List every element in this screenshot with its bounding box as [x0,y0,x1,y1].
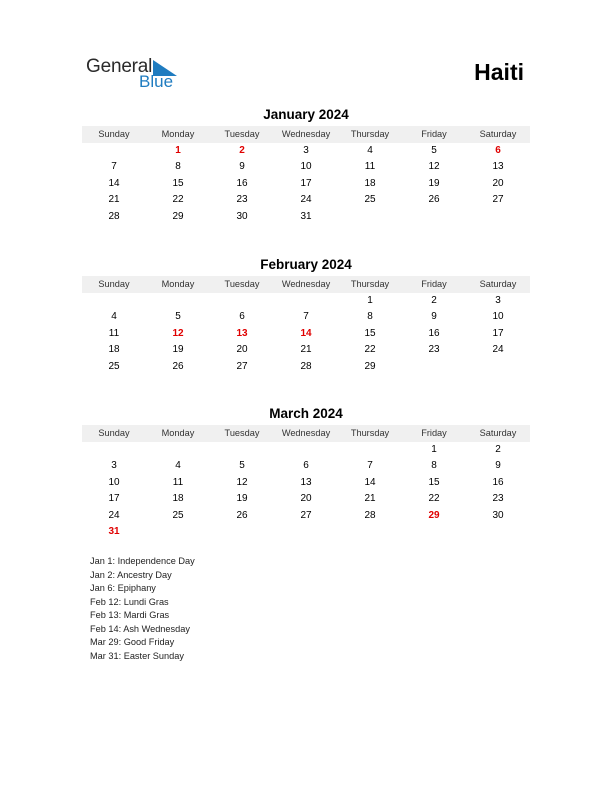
day-cell: 29 [364,360,376,372]
day-cell: 6 [303,460,309,472]
empty-day-cell [146,442,210,458]
day-cell: 11 [364,161,376,173]
empty-day-cell [402,209,466,225]
day-cell: 30 [492,509,504,521]
weekday-header [82,425,530,442]
day-cell: 24 [108,509,120,521]
day-cell: 20 [492,177,504,189]
week-row [82,192,530,208]
empty-day-cell [274,293,338,309]
day-cell: 18 [172,493,184,505]
country-title: Haiti [474,59,524,85]
month-title: February 2024 [260,257,352,272]
day-cell: 21 [108,194,120,206]
day-cell: 9 [495,460,501,472]
day-cell: 1 [367,295,373,306]
month-title: January 2024 [263,107,349,122]
week-row [82,176,530,192]
weekday-header [82,126,530,143]
holiday-entry: Mar 31: Easter Sunday [90,650,184,661]
holiday-entry: Jan 2: Ancestry Day [90,569,172,580]
week-row [82,359,530,375]
day-cell: 18 [108,344,120,356]
day-cell: 26 [428,194,440,206]
holiday-entry: Feb 12: Lundi Gras [90,596,169,607]
day-cell: 12 [236,476,248,488]
empty-day-cell [402,524,466,540]
day-cell: 26 [236,509,248,521]
day-cell: 24 [300,194,312,206]
day-cell: 14 [364,476,376,488]
weekday-label: Tuesday [224,129,260,139]
weekday-label: Monday [161,129,195,139]
day-cell: 4 [111,311,117,323]
holiday-entry: Feb 13: Mardi Gras [90,610,170,620]
empty-day-cell [82,293,146,309]
day-cell: 30 [236,210,248,222]
day-cell: 17 [108,493,120,505]
day-cell: 16 [492,476,504,488]
day-cell: 13 [300,476,312,488]
day-cell: 26 [172,360,184,372]
week-row [82,143,530,159]
day-cell: 17 [300,177,312,189]
month-calendar [82,256,530,375]
holiday-entry: Jan 1: Independence Day [90,556,195,566]
weekday-label: Wednesday [281,428,331,438]
day-cell: 3 [303,145,309,156]
day-cell: 10 [492,311,504,323]
day-cell: 25 [172,509,184,521]
day-cell: 2 [495,444,501,455]
day-cell: 11 [108,327,120,339]
weekday-label: Sunday [98,279,130,289]
weekday-label: Sunday [98,129,130,139]
weekday-label: Wednesday [281,129,331,139]
day-cell: 3 [111,460,117,472]
day-cell: 21 [300,344,312,356]
holiday-day-cell: 2 [239,145,245,156]
day-cell: 22 [172,194,184,206]
day-cell: 10 [108,476,120,488]
week-row [82,309,530,325]
day-cell: 28 [300,360,312,372]
weekday-label: Tuesday [224,428,260,438]
day-cell: 11 [172,476,184,488]
weekday-label: Tuesday [224,279,260,289]
day-cell: 19 [236,493,248,505]
week-row [82,458,530,474]
weekday-label: Monday [161,279,195,289]
day-cell: 9 [431,311,437,323]
day-cell: 20 [300,493,312,505]
holiday-day-cell: 14 [300,327,312,339]
day-cell: 8 [431,460,437,472]
day-cell: 1 [431,444,437,455]
holiday-entry: Feb 14: Ash Wednesday [90,623,190,634]
weekday-header [82,276,530,293]
day-cell: 10 [300,161,312,173]
day-cell: 6 [239,311,245,323]
day-cell: 28 [108,210,120,222]
empty-day-cell [210,524,274,540]
day-cell: 3 [495,295,501,306]
day-cell: 23 [492,493,504,505]
brand-logo [86,56,196,94]
week-row [82,442,530,458]
day-cell: 18 [364,177,376,189]
day-cell: 2 [431,295,437,306]
day-cell: 15 [364,327,376,339]
day-cell: 21 [364,493,376,505]
day-cell: 20 [236,344,248,356]
weekday-label: Saturday [479,428,517,438]
day-cell: 4 [367,145,373,156]
day-cell: 16 [428,327,440,339]
logo-blue-text: Blue [139,72,174,91]
day-cell: 22 [428,493,440,505]
day-cell: 16 [236,177,248,189]
weekday-label: Friday [421,279,447,289]
empty-day-cell [82,143,146,159]
day-cell: 7 [303,311,309,323]
empty-day-cell [402,359,466,375]
week-row [82,524,530,540]
day-cell: 12 [428,161,440,173]
day-cell: 8 [175,161,181,173]
holiday-list [90,555,195,663]
week-row [82,508,530,524]
day-cell: 27 [492,194,504,206]
weekday-label: Friday [421,129,447,139]
day-cell: 15 [172,177,184,189]
week-row [82,475,530,491]
empty-day-cell [338,524,402,540]
holiday-entry: Mar 29: Good Friday [90,637,175,647]
month-title: March 2024 [269,406,343,421]
empty-day-cell [274,524,338,540]
empty-day-cell [146,524,210,540]
day-cell: 23 [236,194,248,206]
week-row [82,293,530,309]
empty-day-cell [338,209,402,225]
holiday-day-cell: 12 [172,327,184,339]
holiday-day-cell: 31 [108,525,120,537]
day-cell: 5 [175,311,181,323]
day-cell: 24 [492,344,504,356]
holiday-day-cell: 13 [236,327,248,339]
weekday-label: Wednesday [281,279,331,289]
week-row [82,209,530,225]
empty-day-cell [466,524,530,540]
week-row [82,326,530,342]
empty-day-cell [466,359,530,375]
empty-day-cell [338,442,402,458]
day-cell: 15 [428,476,440,488]
weekday-label: Saturday [479,129,517,139]
day-cell: 28 [364,509,376,521]
day-cell: 17 [492,327,504,339]
day-cell: 27 [300,509,312,521]
day-cell: 9 [239,161,245,173]
day-cell: 31 [300,210,312,222]
empty-day-cell [274,442,338,458]
holiday-day-cell: 29 [428,509,440,521]
empty-day-cell [82,442,146,458]
day-cell: 27 [236,360,248,372]
month-calendar [82,405,530,540]
month-calendar [82,106,530,225]
day-cell: 13 [492,161,504,173]
day-cell: 22 [364,344,376,356]
week-row [82,342,530,358]
day-cell: 25 [108,360,120,372]
day-cell: 29 [172,210,184,222]
day-cell: 25 [364,194,376,206]
day-cell: 4 [175,460,181,472]
day-cell: 14 [108,177,120,189]
day-cell: 19 [172,344,184,356]
day-cell: 5 [431,145,437,156]
day-cell: 19 [428,177,440,189]
day-cell: 5 [239,460,245,472]
holiday-entry: Jan 6: Epiphany [90,583,156,593]
weekday-label: Saturday [479,279,517,289]
weekday-label: Sunday [98,428,130,438]
holiday-day-cell: 6 [495,145,501,156]
weekday-label: Friday [421,428,447,438]
empty-day-cell [210,442,274,458]
empty-day-cell [210,293,274,309]
day-cell: 7 [367,460,373,472]
logo-general-text: General [86,56,153,77]
weekday-label: Thursday [350,129,390,139]
weekday-label: Thursday [350,279,390,289]
weekday-label: Thursday [350,428,390,438]
day-cell: 7 [111,161,117,173]
empty-day-cell [146,293,210,309]
day-cell: 23 [428,344,440,356]
week-row [82,159,530,175]
weekday-label: Monday [161,428,195,438]
day-cell: 8 [367,311,373,323]
week-row [82,491,530,507]
empty-day-cell [466,209,530,225]
holiday-day-cell: 1 [175,145,181,156]
